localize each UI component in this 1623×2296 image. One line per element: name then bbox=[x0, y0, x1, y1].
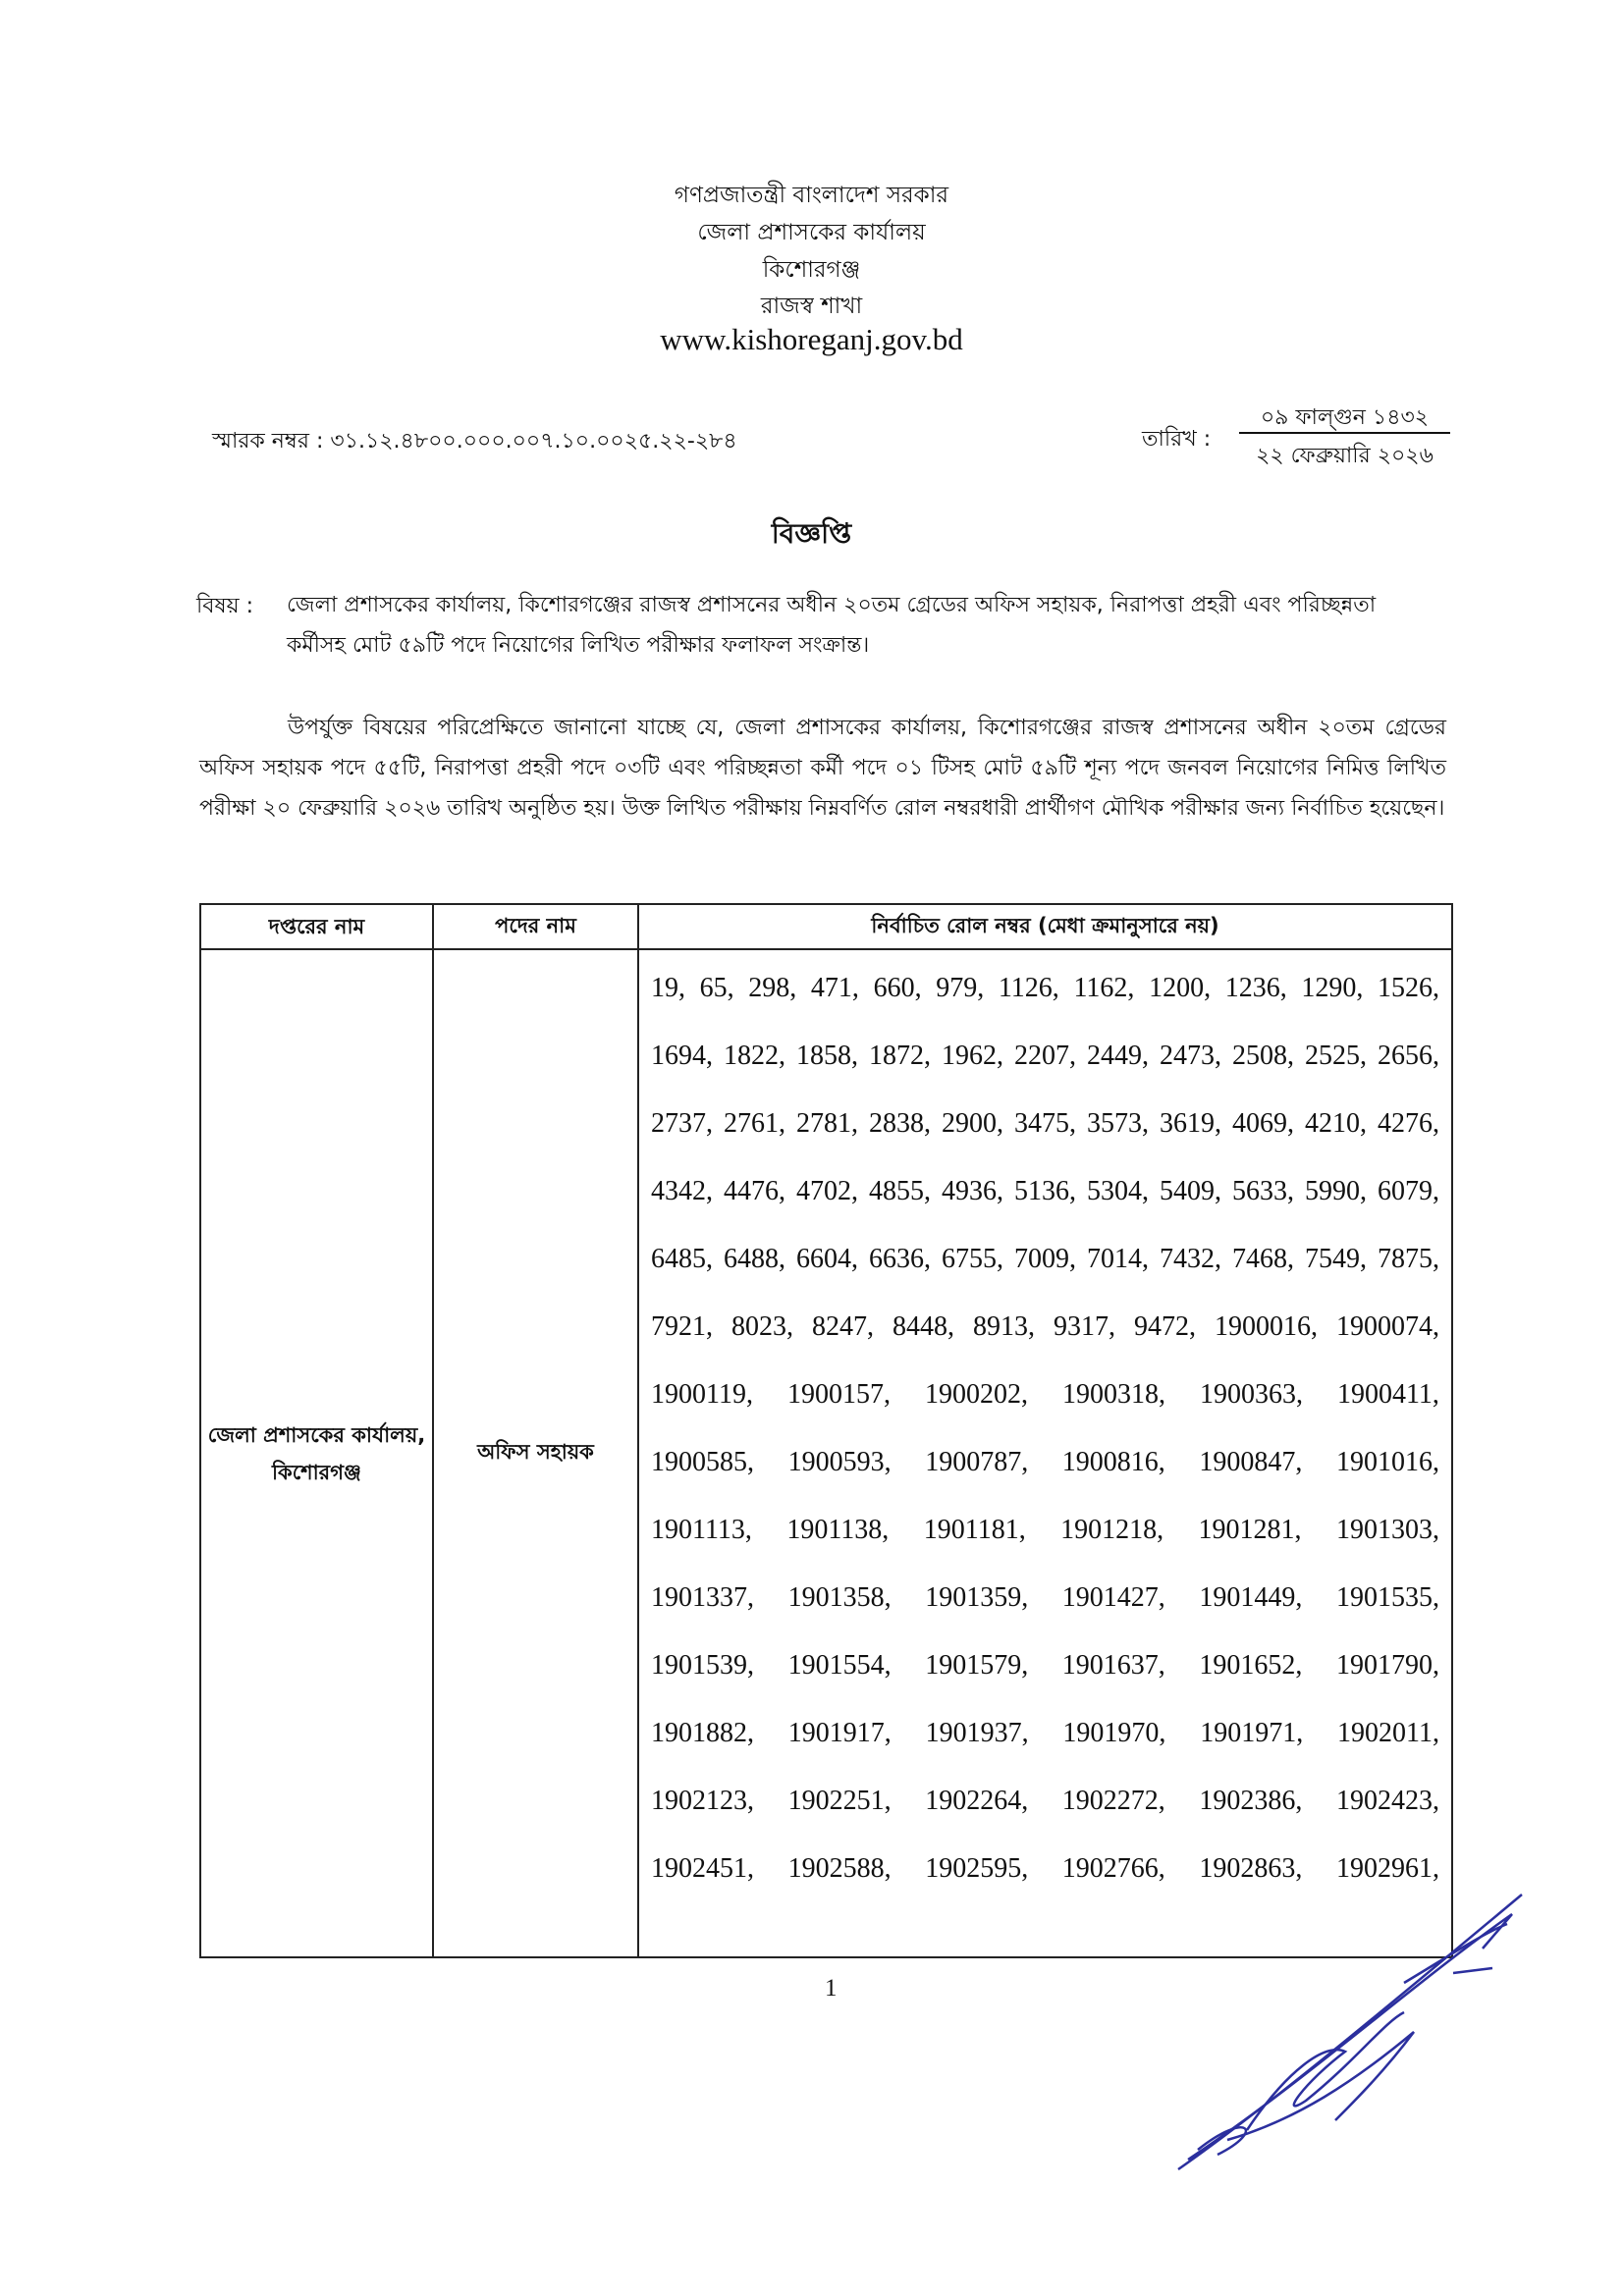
roll-number: 1236, bbox=[1224, 973, 1287, 1003]
roll-number: 1902588, bbox=[787, 1853, 892, 1884]
roll-number: 1902123, bbox=[651, 1786, 754, 1816]
roll-number: 1901535, bbox=[1335, 1582, 1439, 1613]
roll-number: 7014, bbox=[1087, 1244, 1149, 1274]
roll-number: 6755, bbox=[942, 1244, 1003, 1274]
roll-number: 1900787, bbox=[925, 1447, 1029, 1477]
roll-number: 1822, bbox=[724, 1041, 785, 1071]
roll-number: 1901917, bbox=[787, 1718, 892, 1748]
date-english: ২২ ফেব্রুয়ারি ২০২৬ bbox=[1256, 444, 1434, 468]
roll-number-row bbox=[651, 1036, 1439, 1103]
roll-number: 1900157, bbox=[786, 1379, 891, 1410]
roll-number: 1901449, bbox=[1199, 1582, 1303, 1613]
roll-number: 4476, bbox=[724, 1176, 785, 1206]
roll-number: 4342, bbox=[651, 1176, 713, 1206]
roll-number-row bbox=[651, 1510, 1439, 1577]
govt-name: গণপ্রজাতন্ত্রী বাংলাদেশ সরকার bbox=[674, 183, 949, 208]
roll-number: 1901337, bbox=[651, 1582, 754, 1613]
roll-number: 1902961, bbox=[1335, 1853, 1439, 1884]
roll-number: 1901218, bbox=[1060, 1515, 1164, 1545]
roll-number: 1900411, bbox=[1336, 1379, 1439, 1410]
roll-number: 4210, bbox=[1305, 1108, 1367, 1139]
roll-number: 1900847, bbox=[1199, 1447, 1303, 1477]
date-bangla: ০৯ ফাল্গুন ১৪৩২ bbox=[1260, 405, 1430, 430]
roll-number-row bbox=[651, 968, 1439, 1036]
roll-number-row bbox=[651, 1577, 1439, 1645]
roll-number: 1901970, bbox=[1062, 1718, 1166, 1748]
roll-number: 1901637, bbox=[1061, 1650, 1165, 1681]
roll-number: 5633, bbox=[1232, 1176, 1294, 1206]
roll-number: 4069, bbox=[1232, 1108, 1294, 1139]
roll-number: 979, bbox=[936, 973, 985, 1003]
roll-number: 1901358, bbox=[787, 1582, 892, 1613]
roll-number: 6485, bbox=[651, 1244, 713, 1274]
roll-number: 2207, bbox=[1014, 1041, 1076, 1071]
roll-number: 7921, bbox=[651, 1311, 713, 1342]
roll-number: 1200, bbox=[1149, 973, 1212, 1003]
roll-number: 1902863, bbox=[1199, 1853, 1303, 1884]
roll-number: 1901882, bbox=[651, 1718, 754, 1748]
roll-number: 1290, bbox=[1301, 973, 1364, 1003]
roll-number: 7875, bbox=[1378, 1244, 1439, 1274]
roll-number: 5990, bbox=[1305, 1176, 1367, 1206]
header-rolls: নির্বাচিত রোল নম্বর (মেধা ক্রমানুসারে নয়) bbox=[638, 904, 1452, 949]
roll-number-row bbox=[651, 1239, 1439, 1307]
roll-number: 2449, bbox=[1087, 1041, 1149, 1071]
roll-number: 8247, bbox=[812, 1311, 874, 1342]
roll-number: 2656, bbox=[1378, 1041, 1439, 1071]
roll-number: 2900, bbox=[942, 1108, 1003, 1139]
subject-text: জেলা প্রশাসকের কার্যালয়, কিশোরগঞ্জের রাজস্ব প্রশাসনের অধীন ২০তম গ্রেডের অফিস সহায়ক, নিরাপত্তা প্রহরী এবং পরিচ্ছন্নতা কর্মীসহ মোট ৫৯টি পদে নিয়োগের লিখিত পরীক্ষার ফলাফল সংক্রান্ত। bbox=[287, 593, 1377, 658]
office-cell: জেলা প্রশাসকের কার্যালয়, কিশোরগঞ্জ bbox=[200, 949, 433, 1957]
rolls-cell bbox=[638, 949, 1452, 1957]
date-label: তারিখ : bbox=[1142, 427, 1212, 452]
roll-number: 9472, bbox=[1134, 1311, 1196, 1342]
branch-name: রাজস্ব শাখা bbox=[760, 294, 863, 319]
roll-number: 1901937, bbox=[925, 1718, 1029, 1748]
roll-number: 1901790, bbox=[1335, 1650, 1439, 1681]
roll-number: 3573, bbox=[1087, 1108, 1149, 1139]
roll-number: 7549, bbox=[1305, 1244, 1367, 1274]
roll-number: 1526, bbox=[1377, 973, 1439, 1003]
roll-number-row bbox=[651, 1781, 1439, 1848]
roll-number: 5304, bbox=[1087, 1176, 1149, 1206]
roll-number: 1900593, bbox=[787, 1447, 892, 1477]
roll-number: 2737, bbox=[651, 1108, 713, 1139]
roll-number: 1902423, bbox=[1335, 1786, 1439, 1816]
roll-number: 19, bbox=[651, 973, 685, 1003]
roll-number: 2781, bbox=[796, 1108, 858, 1139]
roll-number: 9317, bbox=[1054, 1311, 1115, 1342]
roll-number: 4702, bbox=[796, 1176, 858, 1206]
subject-label: বিষয় : bbox=[196, 594, 254, 618]
district-name: কিশোরগঞ্জ bbox=[762, 257, 861, 283]
roll-number: 2525, bbox=[1305, 1041, 1367, 1071]
roll-number: 8913, bbox=[973, 1311, 1035, 1342]
roll-number: 1900074, bbox=[1336, 1311, 1439, 1342]
roll-number: 660, bbox=[873, 973, 922, 1003]
roll-number: 1900363, bbox=[1199, 1379, 1303, 1410]
roll-number: 298, bbox=[748, 973, 797, 1003]
roll-number: 2508, bbox=[1232, 1041, 1294, 1071]
roll-number: 1901281, bbox=[1198, 1515, 1302, 1545]
roll-number: 8448, bbox=[893, 1311, 954, 1342]
roll-number: 2761, bbox=[724, 1108, 785, 1139]
memo-value: ৩১.১২.৪৮০০.০০০.০০৭.১০.০০২৫.২২-২৮৪ bbox=[330, 429, 737, 454]
roll-number: 1901181, bbox=[923, 1515, 1026, 1545]
date-divider bbox=[1239, 432, 1450, 434]
roll-number: 1902386, bbox=[1199, 1786, 1303, 1816]
roll-number: 1901359, bbox=[925, 1582, 1029, 1613]
roll-number: 65, bbox=[699, 973, 734, 1003]
roll-number: 3619, bbox=[1160, 1108, 1221, 1139]
roll-number: 1858, bbox=[796, 1041, 858, 1071]
roll-number: 1902251, bbox=[787, 1786, 892, 1816]
roll-number: 1901652, bbox=[1199, 1650, 1303, 1681]
roll-number: 1162, bbox=[1073, 973, 1135, 1003]
roll-number-row bbox=[651, 1442, 1439, 1510]
roll-number: 7432, bbox=[1160, 1244, 1221, 1274]
memo-label: স্মারক নম্বর : bbox=[212, 429, 324, 454]
roll-number-row bbox=[651, 1713, 1439, 1781]
results-table bbox=[199, 903, 1453, 1958]
roll-number: 1900119, bbox=[651, 1379, 753, 1410]
roll-number: 1900016, bbox=[1215, 1311, 1318, 1342]
roll-number: 8023, bbox=[731, 1311, 793, 1342]
roll-number: 1901016, bbox=[1335, 1447, 1439, 1477]
roll-number: 7009, bbox=[1014, 1244, 1076, 1274]
roll-number: 5136, bbox=[1014, 1176, 1076, 1206]
roll-number: 1900585, bbox=[651, 1447, 754, 1477]
roll-number: 1901113, bbox=[651, 1515, 752, 1545]
roll-number: 6488, bbox=[724, 1244, 785, 1274]
website-link[interactable]: www.kishoreganj.gov.bd bbox=[660, 322, 963, 356]
roll-number: 3475, bbox=[1014, 1108, 1076, 1139]
table-row bbox=[200, 949, 1452, 1957]
roll-number: 1962, bbox=[942, 1041, 1003, 1071]
roll-number: 6604, bbox=[796, 1244, 858, 1274]
signature bbox=[1159, 1875, 1551, 2189]
roll-number: 4855, bbox=[869, 1176, 931, 1206]
office-name: জেলা প্রশাসকের কার্যালয় bbox=[697, 220, 926, 245]
roll-number: 1901579, bbox=[925, 1650, 1029, 1681]
roll-number: 1902011, bbox=[1336, 1718, 1439, 1748]
roll-number: 1900816, bbox=[1061, 1447, 1165, 1477]
roll-number: 6079, bbox=[1378, 1176, 1439, 1206]
roll-number: 1901971, bbox=[1200, 1718, 1304, 1748]
roll-number-row bbox=[651, 1103, 1439, 1171]
roll-number-row bbox=[651, 1171, 1439, 1239]
body-paragraph: উপর্যুক্ত বিষয়ের পরিপ্রেক্ষিতে জানানো যাচ্ছে যে, জেলা প্রশাসকের কার্যালয়, কিশোরগঞ্জের রাজস্ব প্রশাসনের অধীন ২০তম গ্রেডের অফিস সহায়ক পদে ৫৫টি, নিরাপত্তা প্রহরী পদে ০৩টি এবং পরিচ্ছন্নতা কর্মী পদে ০১ টিসহ মোট ৫৯টি শূন্য পদে জনবল নিয়োগের নিমিত্ত লিখিত পরীক্ষা ২০ ফেব্রুয়ারি ২০২৬ তারিখ অনুষ্ঠিত হয়। উক্ত লিখিত পরীক্ষায় নিম্নবর্ণিত রোল নম্বরধারী প্রার্থীগণ মৌখিক পরীক্ষার জন্য নির্বাচিত হয়েছেন। bbox=[199, 716, 1446, 821]
roll-number: 2473, bbox=[1160, 1041, 1221, 1071]
roll-number-row bbox=[651, 1645, 1439, 1713]
roll-number: 1872, bbox=[869, 1041, 931, 1071]
roll-number: 1902272, bbox=[1061, 1786, 1165, 1816]
roll-number: 1901539, bbox=[651, 1650, 754, 1681]
roll-number: 1901427, bbox=[1061, 1582, 1165, 1613]
roll-number: 471, bbox=[810, 973, 859, 1003]
post-cell: অফিস সহায়ক bbox=[433, 949, 638, 1957]
memo-number bbox=[212, 424, 737, 460]
roll-number: 6636, bbox=[869, 1244, 931, 1274]
roll-number: 7468, bbox=[1232, 1244, 1294, 1274]
page-number: 1 bbox=[825, 1975, 838, 2002]
roll-number: 1902766, bbox=[1061, 1853, 1165, 1884]
roll-number: 2838, bbox=[869, 1108, 931, 1139]
roll-number: 1900202, bbox=[924, 1379, 1028, 1410]
roll-number: 1901303, bbox=[1335, 1515, 1439, 1545]
roll-number-row bbox=[651, 1307, 1439, 1374]
roll-number: 1900318, bbox=[1061, 1379, 1165, 1410]
roll-number: 1901138, bbox=[786, 1515, 890, 1545]
notice-title: বিজ্ঞপ্তি bbox=[771, 517, 852, 550]
roll-number: 1902451, bbox=[651, 1853, 754, 1884]
roll-number: 4936, bbox=[942, 1176, 1003, 1206]
roll-number: 1126, bbox=[998, 973, 1059, 1003]
roll-number: 1902595, bbox=[925, 1853, 1029, 1884]
roll-number-row bbox=[651, 1374, 1439, 1442]
header-post: পদের নাম bbox=[433, 904, 638, 949]
roll-number: 4276, bbox=[1378, 1108, 1439, 1139]
roll-number: 1902264, bbox=[925, 1786, 1029, 1816]
header-office: দপ্তরের নাম bbox=[200, 904, 433, 949]
roll-number: 5409, bbox=[1160, 1176, 1221, 1206]
table-header-row bbox=[200, 904, 1452, 949]
roll-number: 1694, bbox=[651, 1041, 713, 1071]
roll-number: 1901554, bbox=[787, 1650, 892, 1681]
